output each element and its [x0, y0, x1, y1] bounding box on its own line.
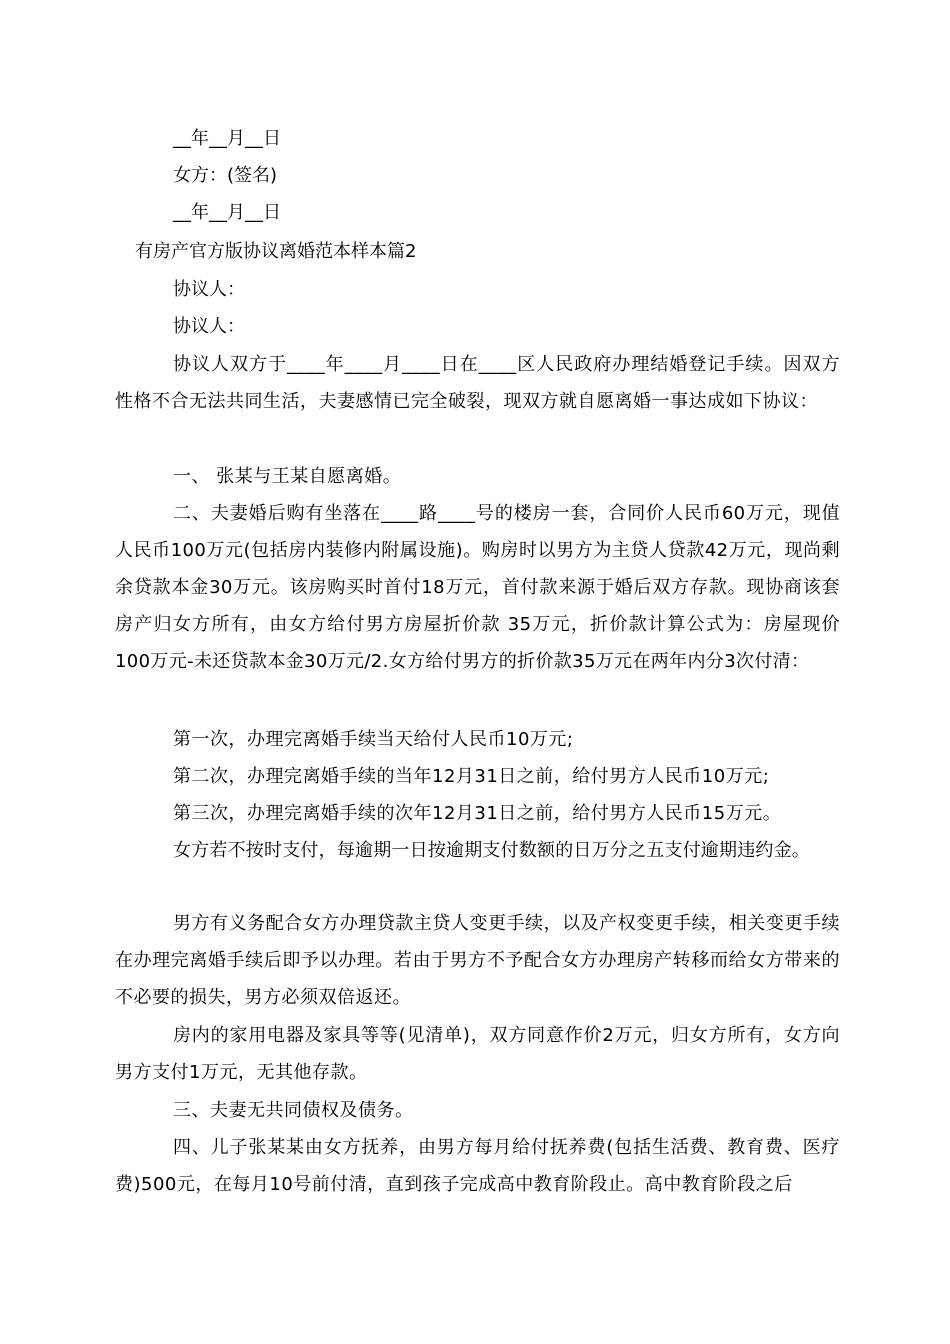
party-line: 协议人：: [173, 279, 245, 300]
payment-2: 第二次，办理完离婚手续的当年12月31日之前，给付男方人民币10万元;: [173, 766, 770, 787]
female-signature-line: 女方：(签名): [173, 165, 278, 186]
clause-1: 一、 张某与王某自愿离婚。: [173, 466, 402, 487]
payment-1: 第一次，办理完离婚手续当天给付人民币10万元;: [173, 729, 574, 750]
late-penalty-paragraph: 女方若不按时支付，每逾期一日按逾期支付数额的日万分之五支付逾期违约金。: [173, 840, 810, 861]
loan-transfer-paragraph: 男方有义务配合女方办理贷款主贷人变更手续，以及产权变更手续，相关变更手续在办理完离婚手续后即予以办理。若由于男方不予配合女方办理房产转移而给女方带来的不必要的损失，男方必须双倍返还。: [115, 913, 840, 1008]
section-title: 有房产官方版协议离婚范本样本篇2: [135, 241, 417, 262]
payment-3: 第三次，办理完离婚手续的次年12月31日之前，给付男方人民币15万元。: [173, 803, 782, 824]
clause-3-debts: 三、夫妻无共同债权及债务。: [173, 1100, 414, 1121]
clause-2-property: 二、夫妻婚后购有坐落在____路____号的楼房一套，合同价人民币60万元，现值人民币100万元(包括房内装修内附属设施)。购房时以男方为主贷人贷款42万元，现尚剩余贷款本金30万元。该房购买时首付18万元，首付款来源于婚后双方存款。现协商该套房产归女方所有，由女方给付男方房屋折价款 35万元，折价款计算公式为：房屋现价100万元-未还贷款本金30万元/2.女方给付男方的折价款35万元在两年内分3次付清：: [115, 503, 840, 672]
party-line: 协议人：: [173, 316, 245, 337]
date-line: __年__月__日: [173, 202, 281, 223]
furniture-paragraph: 房内的家用电器及家具等等(见清单)，双方同意作价2万元，归女方所有，女方向男方支付1万元，无其他存款。: [115, 1025, 840, 1083]
date-line: __年__月__日: [173, 128, 281, 149]
clause-4-custody: 四、儿子张某某由女方抚养，由男方每月给付抚养费(包括生活费、教育费、医疗费)500元，在每月10号前付清，直到孩子完成高中教育阶段止。高中教育阶段之后: [115, 1137, 840, 1195]
intro-paragraph: 协议人双方于____年____月____日在____区人民政府办理结婚登记手续。因双方性格不合无法共同生活，夫妻感情已完全破裂，现双方就自愿离婚一事达成如下协议：: [115, 354, 840, 412]
